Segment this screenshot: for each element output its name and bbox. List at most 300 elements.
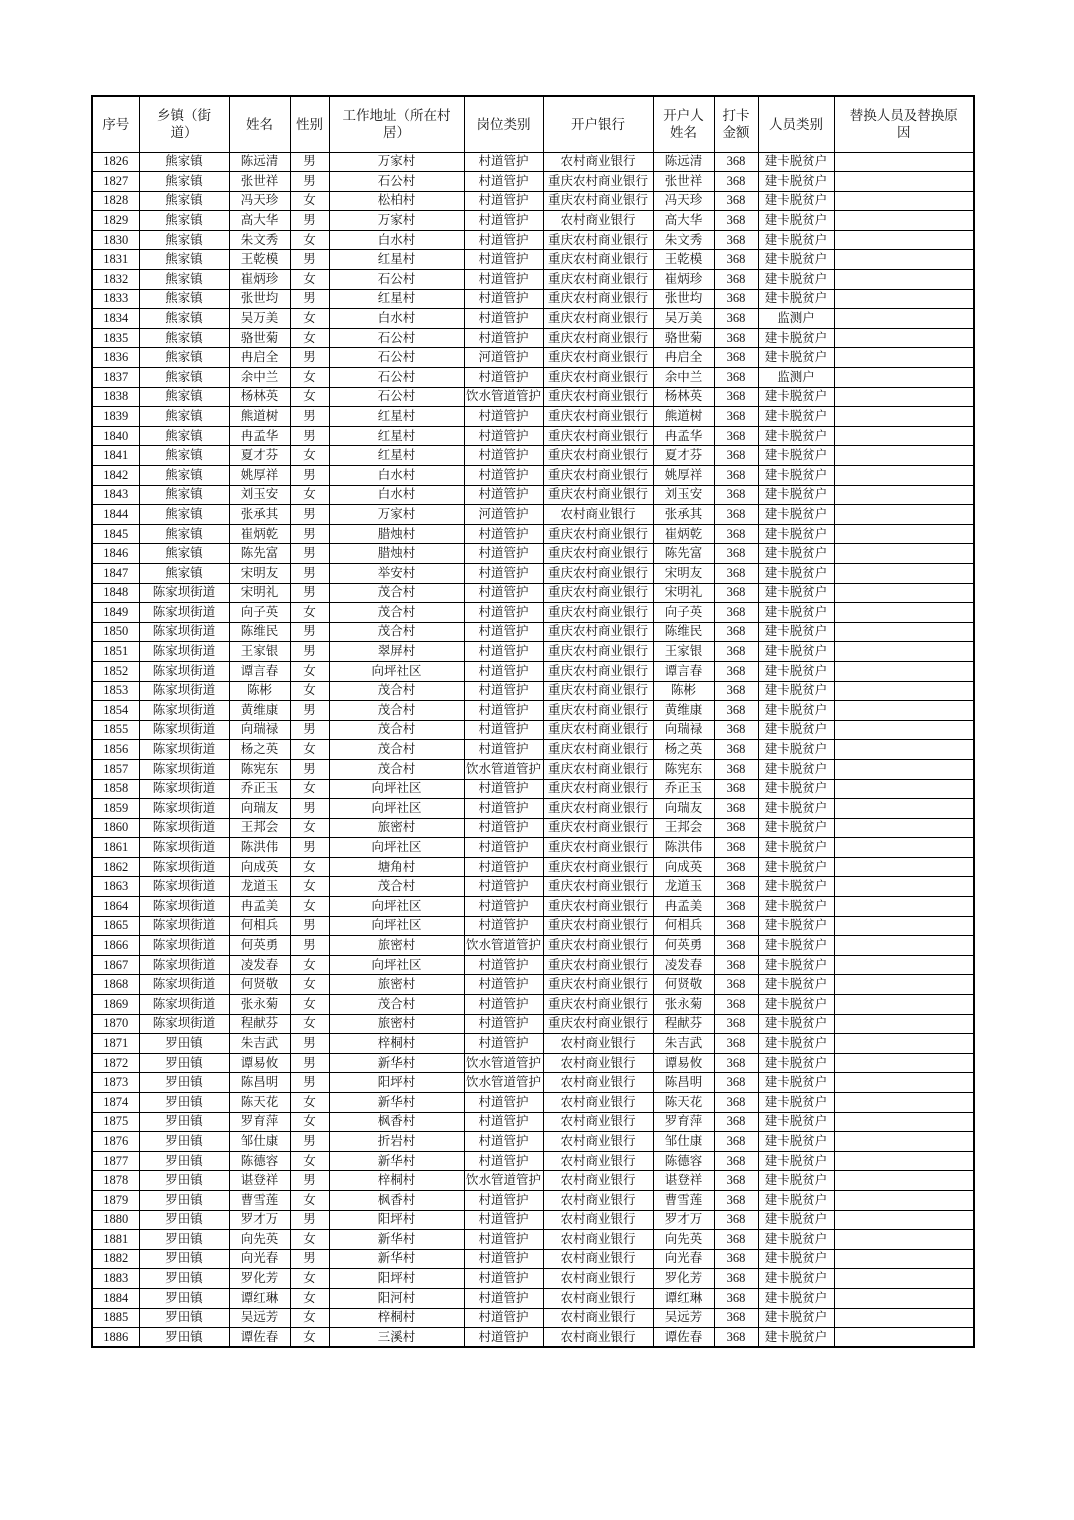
cell-amount: 368 <box>714 681 758 701</box>
cell-bank: 农村商业银行 <box>543 1288 653 1308</box>
cell-village: 三溪村 <box>329 1328 464 1348</box>
column-header-label: 人员类别 <box>769 117 823 133</box>
column-header-replacement-reason <box>834 96 974 152</box>
cell-person-category: 建卡脱贫户 <box>758 172 834 192</box>
cell-amount: 368 <box>714 172 758 192</box>
cell-post-type: 村道管护 <box>464 955 543 975</box>
cell-township: 陈家坝街道 <box>139 857 229 877</box>
cell-person-category: 建卡脱贫户 <box>758 818 834 838</box>
cell-person-category: 建卡脱贫户 <box>758 740 834 760</box>
cell-amount: 368 <box>714 1269 758 1289</box>
column-header-name <box>229 96 290 152</box>
cell-index: 1860 <box>92 818 139 838</box>
cell-name: 崔炳乾 <box>229 524 290 544</box>
cell-person-category: 建卡脱贫户 <box>758 799 834 819</box>
cell-township: 陈家坝街道 <box>139 975 229 995</box>
cell-account-holder-name: 乔正玉 <box>653 779 714 799</box>
cell-bank: 重庆农村商业银行 <box>543 916 653 936</box>
cell-index: 1877 <box>92 1151 139 1171</box>
cell-village: 折岩村 <box>329 1132 464 1152</box>
cell-name: 熊道树 <box>229 407 290 427</box>
cell-post-type: 村道管护 <box>464 779 543 799</box>
cell-replacement-reason <box>834 701 974 721</box>
cell-account-holder-name: 罗才万 <box>653 1210 714 1230</box>
cell-index: 1838 <box>92 387 139 407</box>
cell-gender: 男 <box>290 544 329 564</box>
cell-village: 石公村 <box>329 387 464 407</box>
column-header-label: 替换人员及替换原因 <box>849 107 958 141</box>
cell-name: 何相兵 <box>229 916 290 936</box>
table-row <box>92 230 974 250</box>
cell-township: 罗田镇 <box>139 1151 229 1171</box>
cell-township: 陈家坝街道 <box>139 661 229 681</box>
cell-person-category: 建卡脱贫户 <box>758 191 834 211</box>
cell-amount: 368 <box>714 622 758 642</box>
cell-account-holder-name: 邹仕康 <box>653 1132 714 1152</box>
cell-village: 石公村 <box>329 172 464 192</box>
cell-index: 1847 <box>92 563 139 583</box>
cell-township: 陈家坝街道 <box>139 897 229 917</box>
cell-index: 1835 <box>92 328 139 348</box>
cell-village: 红星村 <box>329 407 464 427</box>
cell-township: 罗田镇 <box>139 1093 229 1113</box>
cell-post-type: 村道管护 <box>464 1308 543 1328</box>
cell-amount: 368 <box>714 1308 758 1328</box>
cell-index: 1840 <box>92 426 139 446</box>
column-header-gender <box>290 96 329 152</box>
cell-post-type: 村道管护 <box>464 818 543 838</box>
cell-bank: 重庆农村商业银行 <box>543 681 653 701</box>
cell-post-type: 村道管护 <box>464 740 543 760</box>
cell-index: 1854 <box>92 701 139 721</box>
cell-replacement-reason <box>834 1151 974 1171</box>
table-row <box>92 1171 974 1191</box>
table-body <box>92 152 974 1347</box>
column-header-account-holder-name <box>653 96 714 152</box>
table-row <box>92 603 974 623</box>
table-row <box>92 524 974 544</box>
cell-bank: 农村商业银行 <box>543 1093 653 1113</box>
cell-account-holder-name: 罗化芳 <box>653 1269 714 1289</box>
cell-amount: 368 <box>714 152 758 172</box>
cell-replacement-reason <box>834 661 974 681</box>
table-row <box>92 563 974 583</box>
cell-post-type: 村道管护 <box>464 211 543 231</box>
cell-gender: 女 <box>290 1328 329 1348</box>
document-page <box>91 95 975 1348</box>
cell-township: 陈家坝街道 <box>139 916 229 936</box>
cell-gender: 女 <box>290 368 329 388</box>
cell-bank: 重庆农村商业银行 <box>543 936 653 956</box>
cell-replacement-reason <box>834 1190 974 1210</box>
column-header-label: 乡镇（街道） <box>157 107 211 141</box>
cell-village: 梓桐村 <box>329 1171 464 1191</box>
cell-bank: 重庆农村商业银行 <box>543 877 653 897</box>
cell-index: 1843 <box>92 485 139 505</box>
cell-township: 熊家镇 <box>139 407 229 427</box>
cell-account-holder-name: 陈德容 <box>653 1151 714 1171</box>
cell-replacement-reason <box>834 1328 974 1348</box>
cell-person-category: 建卡脱贫户 <box>758 563 834 583</box>
cell-index: 1882 <box>92 1249 139 1269</box>
column-header-post-type <box>464 96 543 152</box>
cell-village: 红星村 <box>329 250 464 270</box>
table-row <box>92 1190 974 1210</box>
cell-replacement-reason <box>834 563 974 583</box>
cell-township: 陈家坝街道 <box>139 759 229 779</box>
cell-gender: 女 <box>290 1151 329 1171</box>
cell-township: 陈家坝街道 <box>139 995 229 1015</box>
cell-amount: 368 <box>714 466 758 486</box>
column-header-village <box>329 96 464 152</box>
cell-replacement-reason <box>834 1249 974 1269</box>
cell-person-category: 建卡脱贫户 <box>758 1034 834 1054</box>
table-row <box>92 1014 974 1034</box>
cell-amount: 368 <box>714 1034 758 1054</box>
cell-account-holder-name: 程献芬 <box>653 1014 714 1034</box>
cell-bank: 重庆农村商业银行 <box>543 622 653 642</box>
cell-person-category: 建卡脱贫户 <box>758 1210 834 1230</box>
cell-replacement-reason <box>834 857 974 877</box>
cell-account-holder-name: 陈天花 <box>653 1093 714 1113</box>
cell-replacement-reason <box>834 309 974 329</box>
cell-account-holder-name: 张世均 <box>653 289 714 309</box>
cell-account-holder-name: 王家银 <box>653 642 714 662</box>
cell-account-holder-name: 宋明友 <box>653 563 714 583</box>
cell-person-category: 建卡脱贫户 <box>758 1093 834 1113</box>
cell-township: 熊家镇 <box>139 368 229 388</box>
cell-name: 高大华 <box>229 211 290 231</box>
cell-index: 1858 <box>92 779 139 799</box>
cell-amount: 368 <box>714 995 758 1015</box>
cell-township: 熊家镇 <box>139 446 229 466</box>
cell-township: 熊家镇 <box>139 524 229 544</box>
cell-village: 向坪社区 <box>329 799 464 819</box>
cell-village: 新华村 <box>329 1151 464 1171</box>
cell-account-holder-name: 谌登祥 <box>653 1171 714 1191</box>
cell-index: 1855 <box>92 720 139 740</box>
cell-village: 茂合村 <box>329 701 464 721</box>
cell-account-holder-name: 张永菊 <box>653 995 714 1015</box>
cell-name: 陈天花 <box>229 1093 290 1113</box>
cell-gender: 男 <box>290 701 329 721</box>
cell-account-holder-name: 杨之英 <box>653 740 714 760</box>
cell-account-holder-name: 陈维民 <box>653 622 714 642</box>
cell-township: 陈家坝街道 <box>139 622 229 642</box>
cell-account-holder-name: 夏才芬 <box>653 446 714 466</box>
cell-bank: 农村商业银行 <box>543 1269 653 1289</box>
cell-name: 龙道玉 <box>229 877 290 897</box>
cell-post-type: 村道管护 <box>464 309 543 329</box>
cell-person-category: 监测户 <box>758 309 834 329</box>
cell-index: 1831 <box>92 250 139 270</box>
cell-bank: 农村商业银行 <box>543 1112 653 1132</box>
cell-name: 崔炳珍 <box>229 270 290 290</box>
cell-post-type: 村道管护 <box>464 485 543 505</box>
cell-account-holder-name: 陈洪伟 <box>653 838 714 858</box>
cell-village: 茂合村 <box>329 877 464 897</box>
cell-account-holder-name: 冯天珍 <box>653 191 714 211</box>
cell-gender: 女 <box>290 1269 329 1289</box>
cell-name: 王乾模 <box>229 250 290 270</box>
cell-replacement-reason <box>834 328 974 348</box>
cell-village: 万家村 <box>329 505 464 525</box>
cell-name: 何贤敬 <box>229 975 290 995</box>
cell-amount: 368 <box>714 270 758 290</box>
cell-village: 新华村 <box>329 1093 464 1113</box>
cell-amount: 368 <box>714 1073 758 1093</box>
cell-township: 陈家坝街道 <box>139 936 229 956</box>
table-row <box>92 172 974 192</box>
cell-account-holder-name: 张世祥 <box>653 172 714 192</box>
cell-index: 1853 <box>92 681 139 701</box>
cell-bank: 重庆农村商业银行 <box>543 544 653 564</box>
cell-index: 1837 <box>92 368 139 388</box>
cell-village: 石公村 <box>329 270 464 290</box>
table-row <box>92 466 974 486</box>
cell-amount: 368 <box>714 975 758 995</box>
cell-bank: 重庆农村商业银行 <box>543 348 653 368</box>
cell-post-type: 村道管护 <box>464 583 543 603</box>
cell-gender: 女 <box>290 485 329 505</box>
cell-gender: 男 <box>290 1053 329 1073</box>
table-row <box>92 1288 974 1308</box>
cell-account-holder-name: 向瑞禄 <box>653 720 714 740</box>
table-row <box>92 740 974 760</box>
cell-replacement-reason <box>834 936 974 956</box>
cell-index: 1857 <box>92 759 139 779</box>
cell-person-category: 建卡脱贫户 <box>758 211 834 231</box>
cell-bank: 重庆农村商业银行 <box>543 740 653 760</box>
cell-village: 茂合村 <box>329 995 464 1015</box>
cell-gender: 女 <box>290 603 329 623</box>
cell-bank: 重庆农村商业银行 <box>543 563 653 583</box>
cell-person-category: 建卡脱贫户 <box>758 152 834 172</box>
cell-village: 茂合村 <box>329 759 464 779</box>
cell-bank: 重庆农村商业银行 <box>543 191 653 211</box>
cell-person-category: 建卡脱贫户 <box>758 1014 834 1034</box>
cell-name: 宋明礼 <box>229 583 290 603</box>
cell-gender: 女 <box>290 1190 329 1210</box>
cell-person-category: 建卡脱贫户 <box>758 426 834 446</box>
cell-gender: 女 <box>290 877 329 897</box>
cell-bank: 重庆农村商业银行 <box>543 857 653 877</box>
cell-replacement-reason <box>834 466 974 486</box>
table-row <box>92 818 974 838</box>
cell-person-category: 建卡脱贫户 <box>758 1112 834 1132</box>
cell-name: 王邦会 <box>229 818 290 838</box>
cell-person-category: 建卡脱贫户 <box>758 407 834 427</box>
cell-amount: 368 <box>714 485 758 505</box>
column-header-label: 开户人姓名 <box>663 107 704 141</box>
cell-person-category: 建卡脱贫户 <box>758 877 834 897</box>
cell-post-type: 村道管护 <box>464 1230 543 1250</box>
cell-name: 朱吉武 <box>229 1034 290 1054</box>
cell-bank: 农村商业银行 <box>543 211 653 231</box>
cell-post-type: 村道管护 <box>464 1014 543 1034</box>
cell-index: 1885 <box>92 1308 139 1328</box>
cell-amount: 368 <box>714 759 758 779</box>
cell-post-type: 村道管护 <box>464 230 543 250</box>
cell-replacement-reason <box>834 211 974 231</box>
cell-index: 1856 <box>92 740 139 760</box>
cell-post-type: 河道管护 <box>464 348 543 368</box>
cell-gender: 男 <box>290 563 329 583</box>
cell-replacement-reason <box>834 1308 974 1328</box>
cell-account-holder-name: 何英勇 <box>653 936 714 956</box>
cell-account-holder-name: 陈远清 <box>653 152 714 172</box>
cell-replacement-reason <box>834 387 974 407</box>
cell-township: 陈家坝街道 <box>139 681 229 701</box>
cell-person-category: 建卡脱贫户 <box>758 603 834 623</box>
cell-township: 罗田镇 <box>139 1034 229 1054</box>
cell-village: 新华村 <box>329 1230 464 1250</box>
cell-village: 红星村 <box>329 426 464 446</box>
cell-village: 阳河村 <box>329 1288 464 1308</box>
cell-post-type: 村道管护 <box>464 642 543 662</box>
cell-replacement-reason <box>834 348 974 368</box>
cell-account-holder-name: 陈先富 <box>653 544 714 564</box>
cell-name: 骆世菊 <box>229 328 290 348</box>
cell-amount: 368 <box>714 1190 758 1210</box>
cell-amount: 368 <box>714 955 758 975</box>
cell-index: 1872 <box>92 1053 139 1073</box>
cell-replacement-reason <box>834 250 974 270</box>
cell-account-holder-name: 向成英 <box>653 857 714 877</box>
cell-replacement-reason <box>834 1269 974 1289</box>
table-row <box>92 387 974 407</box>
cell-township: 罗田镇 <box>139 1171 229 1191</box>
cell-person-category: 建卡脱贫户 <box>758 759 834 779</box>
cell-post-type: 村道管护 <box>464 1269 543 1289</box>
cell-gender: 女 <box>290 1112 329 1132</box>
table-row <box>92 1249 974 1269</box>
cell-person-category: 建卡脱贫户 <box>758 897 834 917</box>
cell-post-type: 村道管护 <box>464 857 543 877</box>
column-header-label: 姓名 <box>246 117 273 133</box>
cell-account-holder-name: 姚厚祥 <box>653 466 714 486</box>
cell-gender: 女 <box>290 1230 329 1250</box>
cell-gender: 女 <box>290 446 329 466</box>
cell-account-holder-name: 朱吉武 <box>653 1034 714 1054</box>
cell-amount: 368 <box>714 348 758 368</box>
cell-gender: 男 <box>290 838 329 858</box>
cell-village: 梓桐村 <box>329 1308 464 1328</box>
cell-gender: 男 <box>290 916 329 936</box>
cell-index: 1880 <box>92 1210 139 1230</box>
cell-name: 向瑞禄 <box>229 720 290 740</box>
table-row <box>92 1151 974 1171</box>
cell-village: 茂合村 <box>329 720 464 740</box>
cell-gender: 女 <box>290 230 329 250</box>
cell-village: 白水村 <box>329 230 464 250</box>
cell-index: 1876 <box>92 1132 139 1152</box>
cell-gender: 女 <box>290 1093 329 1113</box>
cell-name: 程献芬 <box>229 1014 290 1034</box>
cell-village: 白水村 <box>329 485 464 505</box>
cell-person-category: 建卡脱贫户 <box>758 250 834 270</box>
cell-gender: 男 <box>290 250 329 270</box>
cell-account-holder-name: 陈宪东 <box>653 759 714 779</box>
cell-village: 向坪社区 <box>329 897 464 917</box>
cell-person-category: 建卡脱贫户 <box>758 544 834 564</box>
column-header-label: 性别 <box>296 117 323 133</box>
cell-name: 冉孟美 <box>229 897 290 917</box>
table-row <box>92 250 974 270</box>
cell-township: 罗田镇 <box>139 1210 229 1230</box>
cell-index: 1834 <box>92 309 139 329</box>
cell-post-type: 饮水管道管护 <box>464 1171 543 1191</box>
cell-bank: 重庆农村商业银行 <box>543 818 653 838</box>
table-row <box>92 838 974 858</box>
cell-amount: 368 <box>714 818 758 838</box>
cell-index: 1861 <box>92 838 139 858</box>
cell-amount: 368 <box>714 446 758 466</box>
cell-post-type: 饮水管道管护 <box>464 936 543 956</box>
cell-index: 1883 <box>92 1269 139 1289</box>
cell-bank: 重庆农村商业银行 <box>543 309 653 329</box>
cell-index: 1845 <box>92 524 139 544</box>
cell-village: 旅密村 <box>329 936 464 956</box>
cell-account-holder-name: 冉启全 <box>653 348 714 368</box>
cell-township: 陈家坝街道 <box>139 583 229 603</box>
cell-amount: 368 <box>714 720 758 740</box>
table-row <box>92 368 974 388</box>
cell-gender: 女 <box>290 857 329 877</box>
table-row <box>92 955 974 975</box>
cell-post-type: 村道管护 <box>464 838 543 858</box>
cell-gender: 男 <box>290 466 329 486</box>
cell-gender: 女 <box>290 681 329 701</box>
cell-gender: 男 <box>290 1132 329 1152</box>
cell-replacement-reason <box>834 897 974 917</box>
cell-amount: 368 <box>714 1151 758 1171</box>
cell-gender: 女 <box>290 975 329 995</box>
table-row <box>92 1053 974 1073</box>
cell-village: 旅密村 <box>329 1014 464 1034</box>
column-header-township <box>139 96 229 152</box>
cell-person-category: 建卡脱贫户 <box>758 1073 834 1093</box>
cell-bank: 重庆农村商业银行 <box>543 955 653 975</box>
cell-index: 1862 <box>92 857 139 877</box>
cell-post-type: 村道管护 <box>464 563 543 583</box>
cell-person-category: 建卡脱贫户 <box>758 622 834 642</box>
cell-post-type: 村道管护 <box>464 916 543 936</box>
cell-person-category: 建卡脱贫户 <box>758 975 834 995</box>
table-row <box>92 1073 974 1093</box>
cell-township: 陈家坝街道 <box>139 603 229 623</box>
cell-replacement-reason <box>834 642 974 662</box>
cell-account-holder-name: 何相兵 <box>653 916 714 936</box>
cell-village: 红星村 <box>329 289 464 309</box>
cell-replacement-reason <box>834 975 974 995</box>
cell-gender: 女 <box>290 1014 329 1034</box>
cell-gender: 男 <box>290 799 329 819</box>
cell-amount: 368 <box>714 701 758 721</box>
cell-post-type: 村道管护 <box>464 1093 543 1113</box>
cell-gender: 女 <box>290 309 329 329</box>
cell-township: 罗田镇 <box>139 1053 229 1073</box>
cell-gender: 女 <box>290 1288 329 1308</box>
cell-replacement-reason <box>834 1112 974 1132</box>
table-row <box>92 642 974 662</box>
column-header-bank <box>543 96 653 152</box>
cell-account-holder-name: 余中兰 <box>653 368 714 388</box>
cell-person-category: 建卡脱贫户 <box>758 524 834 544</box>
cell-replacement-reason <box>834 838 974 858</box>
table-row <box>92 916 974 936</box>
table-row <box>92 446 974 466</box>
